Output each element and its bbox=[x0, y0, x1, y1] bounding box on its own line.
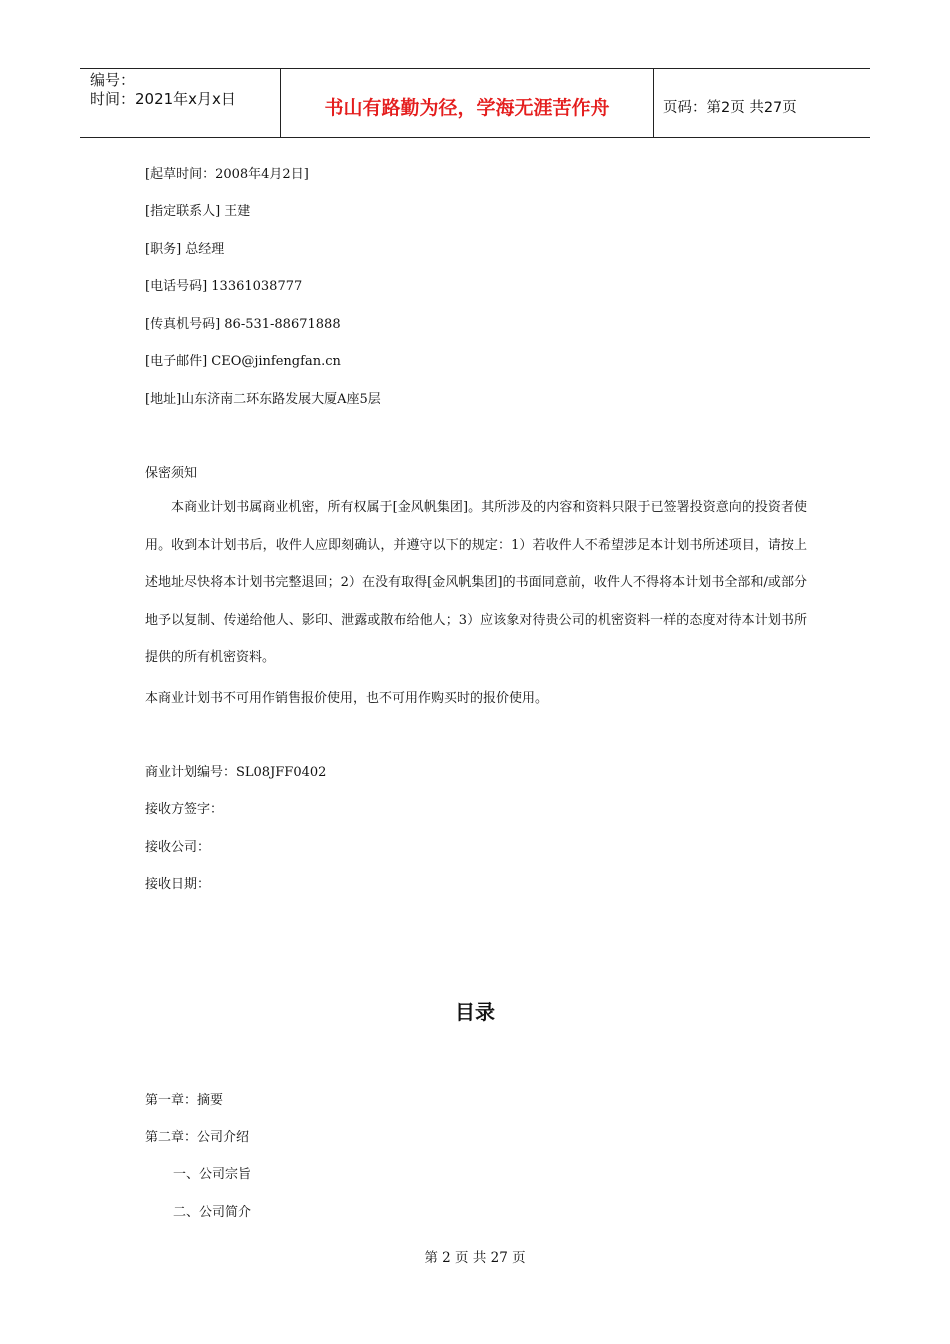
toc-item: 二、公司简介 bbox=[173, 1205, 252, 1220]
receiver-date: 接收日期： bbox=[145, 877, 211, 892]
toc-item: 第一章：摘要 bbox=[145, 1093, 224, 1108]
contact-phone: [电话号码] 13361038777 bbox=[145, 279, 303, 294]
contact-email: [电子邮件] CEO@jinfengfan.cn bbox=[145, 354, 341, 369]
header-motto: 书山有路勤为径，学海无涯苦作舟 bbox=[281, 69, 654, 137]
contact-position: [职务] 总经理 bbox=[145, 242, 225, 257]
document-time: 时间：2021年x月x日 bbox=[90, 90, 236, 108]
contact-address: [地址]山东济南二环东路发展大厦A座5层 bbox=[145, 392, 381, 407]
plan-number: 商业计划编号：SL08JFF0402 bbox=[145, 765, 327, 780]
contact-draft-date: [起草时间：2008年4月2日] bbox=[145, 167, 309, 182]
receiver-company: 接收公司： bbox=[145, 840, 211, 855]
toc-item: 一、公司宗旨 bbox=[173, 1167, 252, 1182]
confidential-body: 本商业计划书属商业机密，所有权属于[金风帆集团]。其所涉及的内容和资料只限于已签署投资意向的投资者使用。收到本计划书后，收件人应即刻确认，并遵守以下的规定：1）若收件人不希望涉足本计划书所述项目，请按上述地址尽快将本计划书完整退回；2）在没有取得[金风帆集团]的书面同意前，收件人不得将本计划书全部和/或部分地予以复制、传递给他人、影印、泄露或散布给他人；3）应该象对待贵公司的机密资料一样的态度对待本计划书所提供的所有机密资料。 bbox=[145, 500, 807, 665]
confidential-note: 本商业计划书不可用作销售报价使用，也不可用作购买时的报价使用。 bbox=[145, 691, 549, 706]
toc-title: 目录 bbox=[455, 1000, 495, 1024]
toc-item: 第二章：公司介绍 bbox=[145, 1130, 250, 1145]
receiver-signature: 接收方签字： bbox=[145, 802, 224, 817]
header-meta bbox=[80, 69, 281, 137]
confidential-title: 保密须知 bbox=[145, 466, 198, 481]
header-page-info: 页码：第2页 共27页 bbox=[663, 99, 797, 116]
contact-person: [指定联系人] 王建 bbox=[145, 204, 251, 219]
page-header bbox=[80, 68, 870, 138]
document-number: 编号： bbox=[90, 71, 136, 89]
page-footer: 第 2 页 共 27 页 bbox=[424, 1250, 526, 1266]
contact-fax: [传真机号码] 86-531-88671888 bbox=[145, 317, 341, 332]
